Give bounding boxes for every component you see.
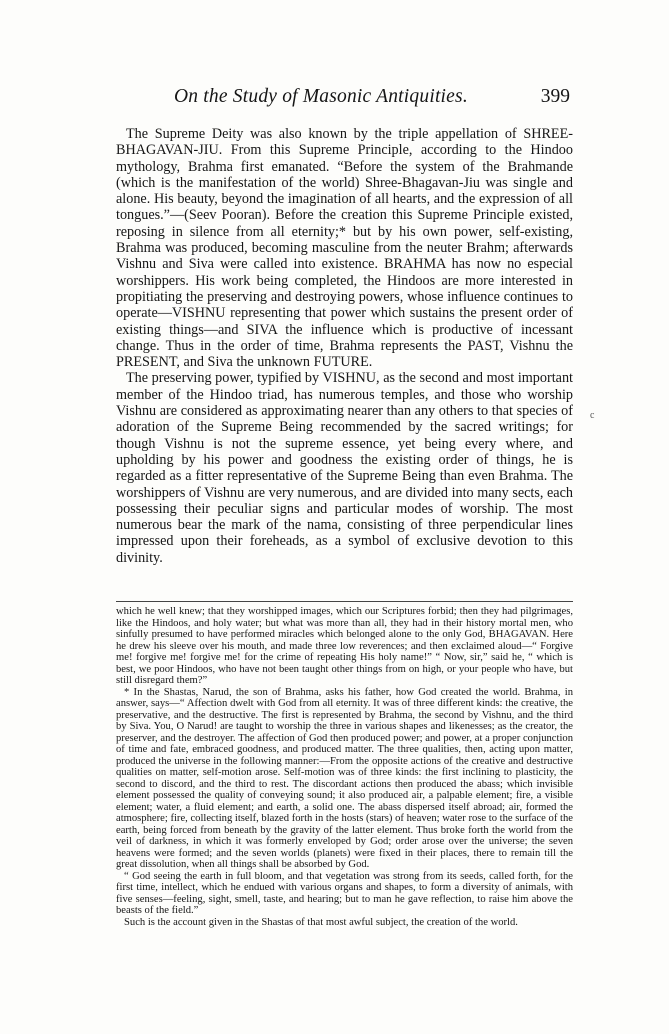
footnote-paragraph: Such is the account given in the Shastas of that most awful subject, the creation of the world. — [124, 916, 518, 928]
page-number: 399 — [540, 86, 570, 107]
body-text — [116, 126, 573, 566]
running-title: On the Study of Masonic Antiquities. — [174, 86, 468, 107]
footnote-paragraph: which he well knew; that they worshipped images, which our Scriptures forbid; then they had pilgrimages, like the Hindoos, and holy water; but what was more than all, they had in their history mortal men, who sinfully presumed to have performed miracles which belonged alone to the only God, BHAGAVAN. Here he drew his sleeve over his mouth, and made three low reverences; and then exclaimed aloud—“ Forgive me! forgive me! forgive me! for the crime of repeating His holy name!” “ Now, sir,” said he, “ which is best, we poor Hindoos, who have not been taught other things from on high, or your people who have, but still disregard them?” — [116, 606, 573, 686]
footnotes — [116, 606, 573, 928]
margin-mark: c — [590, 410, 595, 421]
page-header — [110, 86, 570, 114]
footnote-paragraph: “ God seeing the earth in full bloom, and that vegetation was strong from its seeds, called forth, for the first time, intellect, which he endued with various organs and shapes, to form a diversity of animals, with five senses—feeling, sight, smell, taste, and hearing; but to man he gave reflection, to raise him above the beasts of the field.” — [116, 870, 573, 916]
body-paragraph: The Supreme Deity was also known by the triple appellation of SHREE-BHAGAVAN-JIU. From this Supreme Principle, according to the Hindoo mythology, Brahma first emanated. “Before the system of the Brahmande (which is the manifestation of the world) Shree-Bhagavan-Jiu was single and alone. His beauty, beyond the imagination of all hearts, and the expression of all tongues.”—(Seev Pooran). Before the creation this Supreme Principle existed, reposing in silence from all eternity;* but by his own power, self-existing, Brahma was produced, becoming masculine from the neuter Brahm; afterwards Vishnu and Siva were called into existence. BRAHMA has now no especial worshippers. His work being completed, the Hindoos are more interested in propitiating the preserving and destroying powers, whose influence continues to operate—VISHNU representing that power which sustains the present order of existing things—and SIVA the influence which is productive of incessant change. Thus in the order of time, Brahma represents the PAST, Vishnu the PRESENT, and Siva the unknown FUTURE. — [116, 126, 573, 371]
footnote-rule — [116, 601, 573, 602]
body-paragraph: The preserving power, typified by VISHNU, as the second and most important member of the Hindoo triad, has numerous temples, and those who worship Vishnu are considered as approximating nearer than any others to that species of adoration of the Supreme Being recommended by the sacred writings; for though Vishnu is not the supreme essence, yet being every where, and upholding by his power and goodness the existing order of things, he is regarded as a fitter representative of the Supreme Being than even Brahma. The worshippers of Vishnu are very numerous, and are divided into many sects, each possessing their peculiar signs and particular modes of worship. The most numerous bear the mark of the nama, consisting of three perpendicular lines impressed upon their foreheads, as a symbol of exclusive devotion to this divinity. — [116, 370, 573, 566]
footnote-paragraph: * In the Shastas, Narud, the son of Brahma, asks his father, how God created the world. Brahma, in answer, says—“ Affection dwelt with God from all eternity. It was of three different kinds: the creative, the preservative, and the destructive. The first is represented by Brahma, the second by Vishnu, and the third by Siva. You, O Narud! are taught to worship the three in various shapes and likenesses; as the creator, the preserver, and the destroyer. The affection of God then produced power; and power, at a proper conjunction of time and fate, embraced goodness, and produced matter. The three qualities, then, acting upon matter, produced the universe in the following manner:—From the opposite actions of the creative and destructive qualities on matter, self-motion arose. Self-motion was of three kinds: the first inclining to plasticity, the second to discord, and the third to rest. The discordant actions then produced the abass; which invisible element possessed the quality of conveying sound; it also produced air, a palpable element; fire, a visible element; water, a fluid element; and earth, a solid one. The abass dispersed itself abroad; air, formed the atmosphere; fire, collecting itself, blazed forth in the hosts (stars) of heaven; water rose to the surface of the earth, being forced from beneath by the gravity of the latter element. Thus broke forth the world from the veil of darkness, in which it was formerly enveloped by God; order arose over the universe; the seven heavens were formed; and the seven worlds (planets) were fixed in their places, there to remain till the great dissolution, when all things shall be absorbed by God. — [116, 686, 573, 870]
